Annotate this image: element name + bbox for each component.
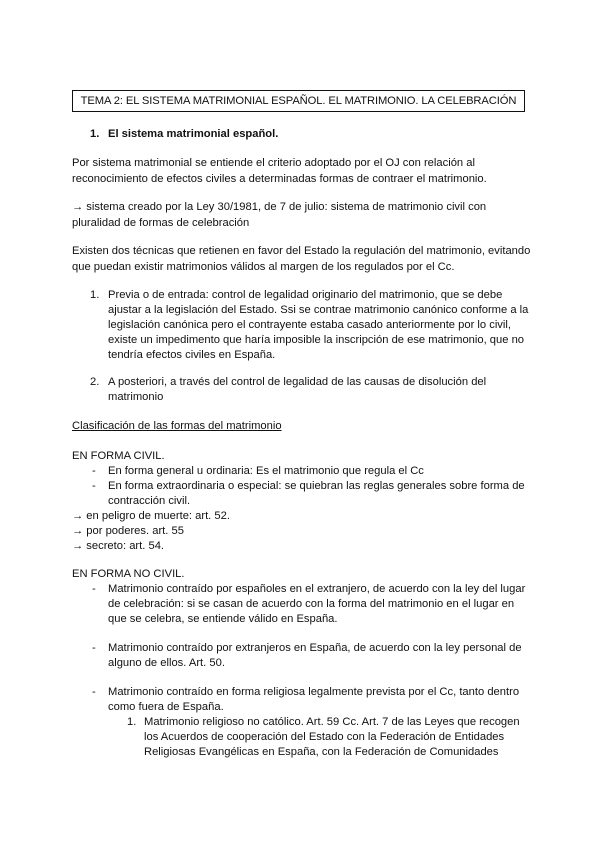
noncivil-item-line: Matrimonio contraído por españoles en el extranjero, de acuerdo con la ley del lugar: [108, 583, 526, 595]
list-item-number: 2.: [90, 376, 100, 388]
noncivil-item-line: de celebración: si se casan de acuerdo con la forma del matrimonio en el lugar en: [108, 598, 515, 610]
list-item-line: matrimonio: [108, 391, 164, 403]
civil-item-line: contracción civil.: [108, 495, 191, 507]
paragraph-line: reconocimiento de efectos civiles a determinadas formas de contraer el matrimonio.: [72, 173, 487, 185]
list-item-line: A posteriori, a través del control de legalidad de las causas de disolución del: [108, 376, 487, 388]
civil-item-line: En forma extraordinaria o especial: se quiebran las reglas generales sobre forma de: [108, 480, 525, 492]
list-item-line: ajustar a la legislación del Estado. Ssi se contrae matrimonio canónico conforme a la: [108, 304, 529, 316]
paragraph-line: pluralidad de formas de celebración: [72, 217, 250, 229]
dash-bullet: -: [92, 465, 96, 477]
noncivil-item-line: que se celebra, se entiende válido en España.: [108, 613, 338, 625]
classification-heading: Clasificación de las formas del matrimonio: [72, 420, 282, 432]
list-item-line: existe un impedimento que haría imposible la inscripción de ese matrimonio, que no: [108, 334, 525, 346]
list-item-line: Previa o de entrada: control de legalidad originario del matrimonio, que se debe: [108, 289, 503, 301]
dash-bullet: -: [92, 480, 96, 492]
section-heading: El sistema matrimonial español.: [108, 128, 279, 140]
sublist-line: los Acuerdos de cooperación del Estado con la Federación de Entidades: [144, 731, 505, 743]
sublist-line: Matrimonio religioso no católico. Art. 59 Cc. Art. 7 de las Leyes que recogen: [144, 716, 520, 728]
noncivil-item-line: Matrimonio contraído por extranjeros en España, de acuerdo con la ley personal de: [108, 642, 522, 654]
list-item-line: tendría efectos civiles en España.: [108, 349, 276, 361]
arrow-line: → en peligro de muerte: art. 52.: [72, 510, 230, 522]
list-item-line: legislación canónica pero el contrayente estaba casado anteriormente por lo civil,: [108, 319, 511, 331]
paragraph-line: → sistema creado por la Ley 30/1981, de 7 de julio: sistema de matrimonio civil con: [72, 201, 487, 213]
paragraph-line: Por sistema matrimonial se entiende el criterio adoptado por el OJ con relación al: [72, 157, 475, 169]
document-title: [72, 90, 525, 112]
dash-bullet: -: [92, 686, 96, 698]
sublist-line: Religiosas Evangélicas en España, con la Federación de Comunidades: [144, 746, 499, 758]
arrow-line: → por poderes. art. 55: [72, 525, 184, 537]
noncivil-item-line: alguno de ellos. Art. 50.: [108, 657, 225, 669]
noncivil-heading: EN FORMA NO CIVIL.: [72, 568, 185, 580]
list-item-number: 1.: [90, 289, 100, 301]
dash-bullet: -: [92, 583, 96, 595]
arrow-line: → secreto: art. 54.: [72, 540, 165, 552]
civil-heading: EN FORMA CIVIL.: [72, 450, 165, 462]
noncivil-item-line: como fuera de España.: [108, 701, 224, 713]
noncivil-item-line: Matrimonio contraído en forma religiosa legalmente prevista por el Cc, tanto dentro: [108, 686, 520, 698]
civil-item-line: En forma general u ordinaria: Es el matrimonio que regula el Cc: [108, 465, 424, 477]
dash-bullet: -: [92, 642, 96, 654]
sublist-number: 1.: [127, 716, 137, 728]
paragraph-line: Existen dos técnicas que retienen en favor del Estado la regulación del matrimonio, evitando: [72, 245, 531, 257]
paragraph-line: que puedan existir matrimonios válidos al margen de los regulados por el Cc.: [72, 261, 455, 273]
document-title-text: TEMA 2: EL SISTEMA MATRIMONIAL ESPAÑOL. EL MATRIMONIO. LA CELEBRACIÓN: [80, 95, 517, 107]
section-number: 1.: [90, 128, 100, 140]
